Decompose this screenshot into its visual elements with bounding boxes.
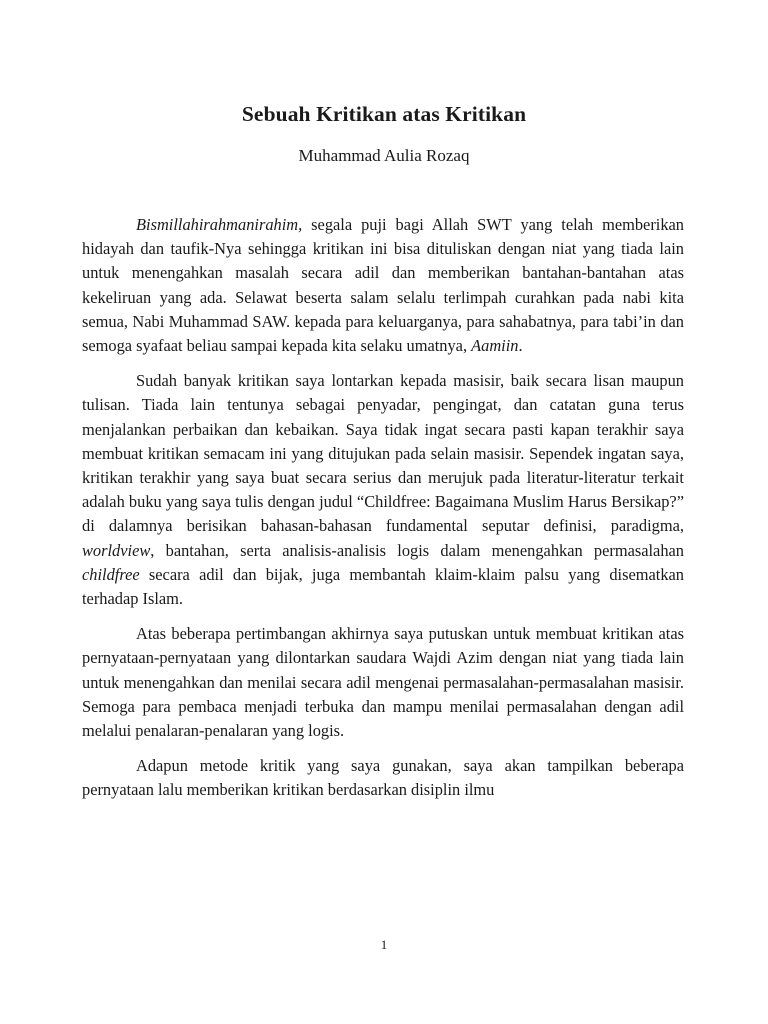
paragraph-text: segala puji bagi Allah SWT yang telah memberikan hidayah dan taufik-Nya sehingga kritikan ini bisa dituliskan dengan niat yang tiada lain untuk menengahkan masalah secara adil dan memberikan bantahan-bantahan atas kekeliruan yang ada. Selawat beserta salam selalu terlimpah curahkan pada nabi kita semua, Nabi Muhammad SAW. kepada para keluarganya, para sahabatnya, para tabi’in dan semoga syafaat beliau sampai kepada kita selaku umatnya, (82, 215, 684, 356)
italic-text: Aamiin (471, 336, 519, 356)
body-paragraph (82, 369, 684, 611)
paragraph-text: Adapun metode kritik yang saya gunakan, saya akan tampilkan beberapa pernyataan lalu memberikan kritikan berdasarkan disiplin ilmu (82, 756, 684, 800)
paragraph-text: , bantahan, serta analisis-analisis logis dalam menengahkan permasalahan (150, 540, 684, 560)
body-paragraph (82, 213, 684, 358)
paragraph-text: secara adil dan bijak, juga membantah klaim-klaim palsu yang disematkan terhadap Islam. (82, 564, 684, 609)
document-body (82, 213, 684, 803)
author-name: Muhammad Aulia Rozaq (298, 146, 470, 165)
paragraph-text: Atas beberapa pertimbangan akhirnya saya putuskan untuk membuat kritikan atas pernyataan-pernyataan yang dilontarkan saudara Wajdi Azim dengan niat yang tiada lain untuk menengahkan dan menilai secara adil mengenai permasalahan-permasalahan masisir. Semoga para pembaca menjadi terbuka dan mampu menilai permasalahan dengan adil melalui penalaran-penalaran yang logis. (82, 624, 684, 741)
italic-text: Bismillahirahmanirahim, (136, 215, 303, 234)
page-number: 1 (380, 937, 388, 952)
paragraph-text: Sudah banyak kritikan saya lontarkan kepada masisir, baik secara lisan maupun tulisan. Tiada lain tentunya sebagai penyadar, pengingat, dan catatan guna terus menjalankan perbaikan dan kebaikan. Saya tidak ingat secara pasti kapan terakhir saya membuat kritikan semacam ini yang ditujukan pada selain masisir. Sependek ingatan saya, kritikan terakhir yang saya buat secara serius dan merujuk pada literatur-literatur terkait adalah buku yang saya tulis dengan judul “Childfree: Bagaimana Muslim Harus Bersikap?” di dalamnya berisikan bahasan-bahasan fundamental seputar definisi, paradigma, (82, 371, 684, 536)
document-title: Sebuah Kritikan atas Kritikan (241, 102, 527, 126)
body-paragraph (82, 754, 684, 802)
body-paragraph (82, 622, 684, 743)
paragraph-text: . (518, 336, 523, 356)
italic-text: childfree (82, 564, 140, 584)
italic-text: worldview (82, 540, 151, 560)
